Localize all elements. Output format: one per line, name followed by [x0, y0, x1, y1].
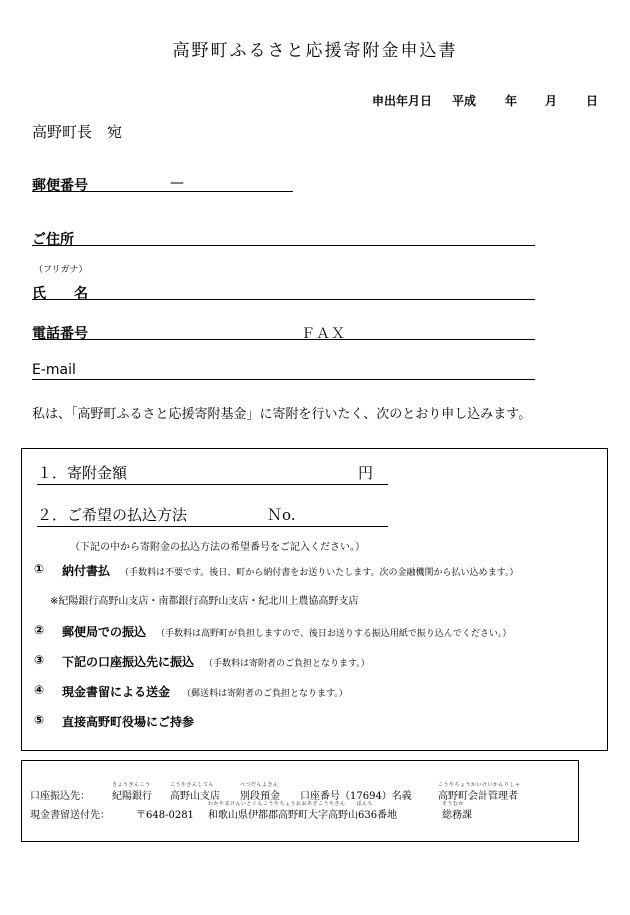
postal-dash: —: [170, 175, 184, 191]
account-holder: 高野町会計管理者: [438, 791, 518, 802]
method5-num: ⑤: [34, 713, 45, 727]
branch-ruby: こうやさんしてん: [170, 782, 215, 788]
mailing-address: 和歌山県伊都郡高野町大字高野山636番地: [208, 810, 398, 821]
method4-num: ④: [34, 683, 45, 697]
method2-num: ②: [34, 623, 45, 637]
furigana-label: （フリガナ）: [34, 265, 88, 275]
statement: 私は、「高野町ふるさと応援寄附基金」に寄附を行いたく、次のとおり申し込みます。: [32, 407, 532, 422]
account-type-ruby: べつだんよきん: [240, 782, 279, 788]
fax-label: ＦＡＸ: [301, 326, 346, 342]
phone-fax-field-line[interactable]: [32, 339, 535, 340]
method3-note: （手数料は寄附者のご負担となります。）: [204, 659, 370, 669]
email-label: E-mail: [32, 362, 76, 378]
name-field-line[interactable]: [32, 299, 535, 300]
amount-field-line[interactable]: [37, 484, 388, 485]
method2-note: （手数料は高野町が負担しますので、後日お送りする振込用紙で振り込んでください。）: [156, 629, 512, 639]
addressee: 高野町長 宛: [32, 123, 123, 141]
method3-num: ③: [34, 653, 45, 667]
phone-label: 電話番号: [32, 326, 88, 342]
method3-title: 下記の口座振込先に振込: [62, 655, 195, 669]
section2-note: （下記の中から寄附金の払込方法の希望番号をご記入ください。）: [70, 542, 365, 553]
branch-name: 高野山支店: [170, 791, 220, 802]
email-field-line[interactable]: [32, 379, 535, 380]
mailing-dept: 総務課: [442, 810, 472, 821]
account-type: 別段預金: [240, 791, 280, 802]
method1-title: 納付書払: [62, 564, 111, 578]
name-label: 氏 名: [32, 286, 88, 302]
mailing-postal: 〒648-0281: [136, 810, 194, 821]
holder-ruby: こうやちょうかいけいかんりしゃ: [438, 782, 521, 788]
postal-field-line[interactable]: [32, 191, 293, 192]
postal-label: 郵便番号: [32, 178, 88, 194]
section1-label: １．寄附金額: [37, 464, 128, 482]
account-label: 口座振込先：: [30, 791, 90, 802]
method5-title: 直接高野町役場にご持参: [62, 715, 195, 729]
mailing-address-ruby: わかやまけんいとぐんこうやちょうおおあざこうやさん ばんち: [208, 801, 374, 807]
date-day: 日: [586, 94, 599, 108]
section2-no: Ｎo.: [267, 506, 296, 524]
dept-ruby: そうむか: [442, 801, 465, 807]
method-no-field-line[interactable]: [37, 526, 388, 527]
method1-note: （手数料は不要です。後日、町から納付書をお送りいたします。次の金融機関から払い込めます。）: [120, 568, 519, 578]
banks-note: ※紀陽銀行高野山支店・南都銀行高野山支店・紀北川上農協高野支店: [50, 596, 359, 607]
method4-title: 現金書留による送金: [62, 685, 171, 699]
bank-ruby: きようぎんこう: [112, 782, 151, 788]
section2-label: ２．ご希望の払込方法: [37, 506, 188, 524]
date-year: 年: [505, 94, 518, 108]
method4-note: （郵送料は寄附者のご負担となります。）: [182, 689, 348, 699]
method1-num: ①: [34, 562, 45, 576]
mailing-label: 現金書留送付先：: [30, 810, 110, 821]
section1-unit: 円: [358, 464, 374, 482]
address-field-line[interactable]: [32, 245, 535, 246]
method2-title: 郵便局での振込: [62, 625, 147, 639]
date-label: 申出年月日: [372, 94, 433, 108]
date-era: 平成: [452, 94, 477, 108]
account-number: 口座番号（17694）名義: [300, 791, 412, 802]
address-label: ご住所: [32, 232, 74, 248]
bank-name: 紀陽銀行: [112, 791, 152, 802]
page-title: 高野町ふるさと応援寄附金申込書: [172, 41, 458, 61]
date-month: 月: [545, 94, 558, 108]
